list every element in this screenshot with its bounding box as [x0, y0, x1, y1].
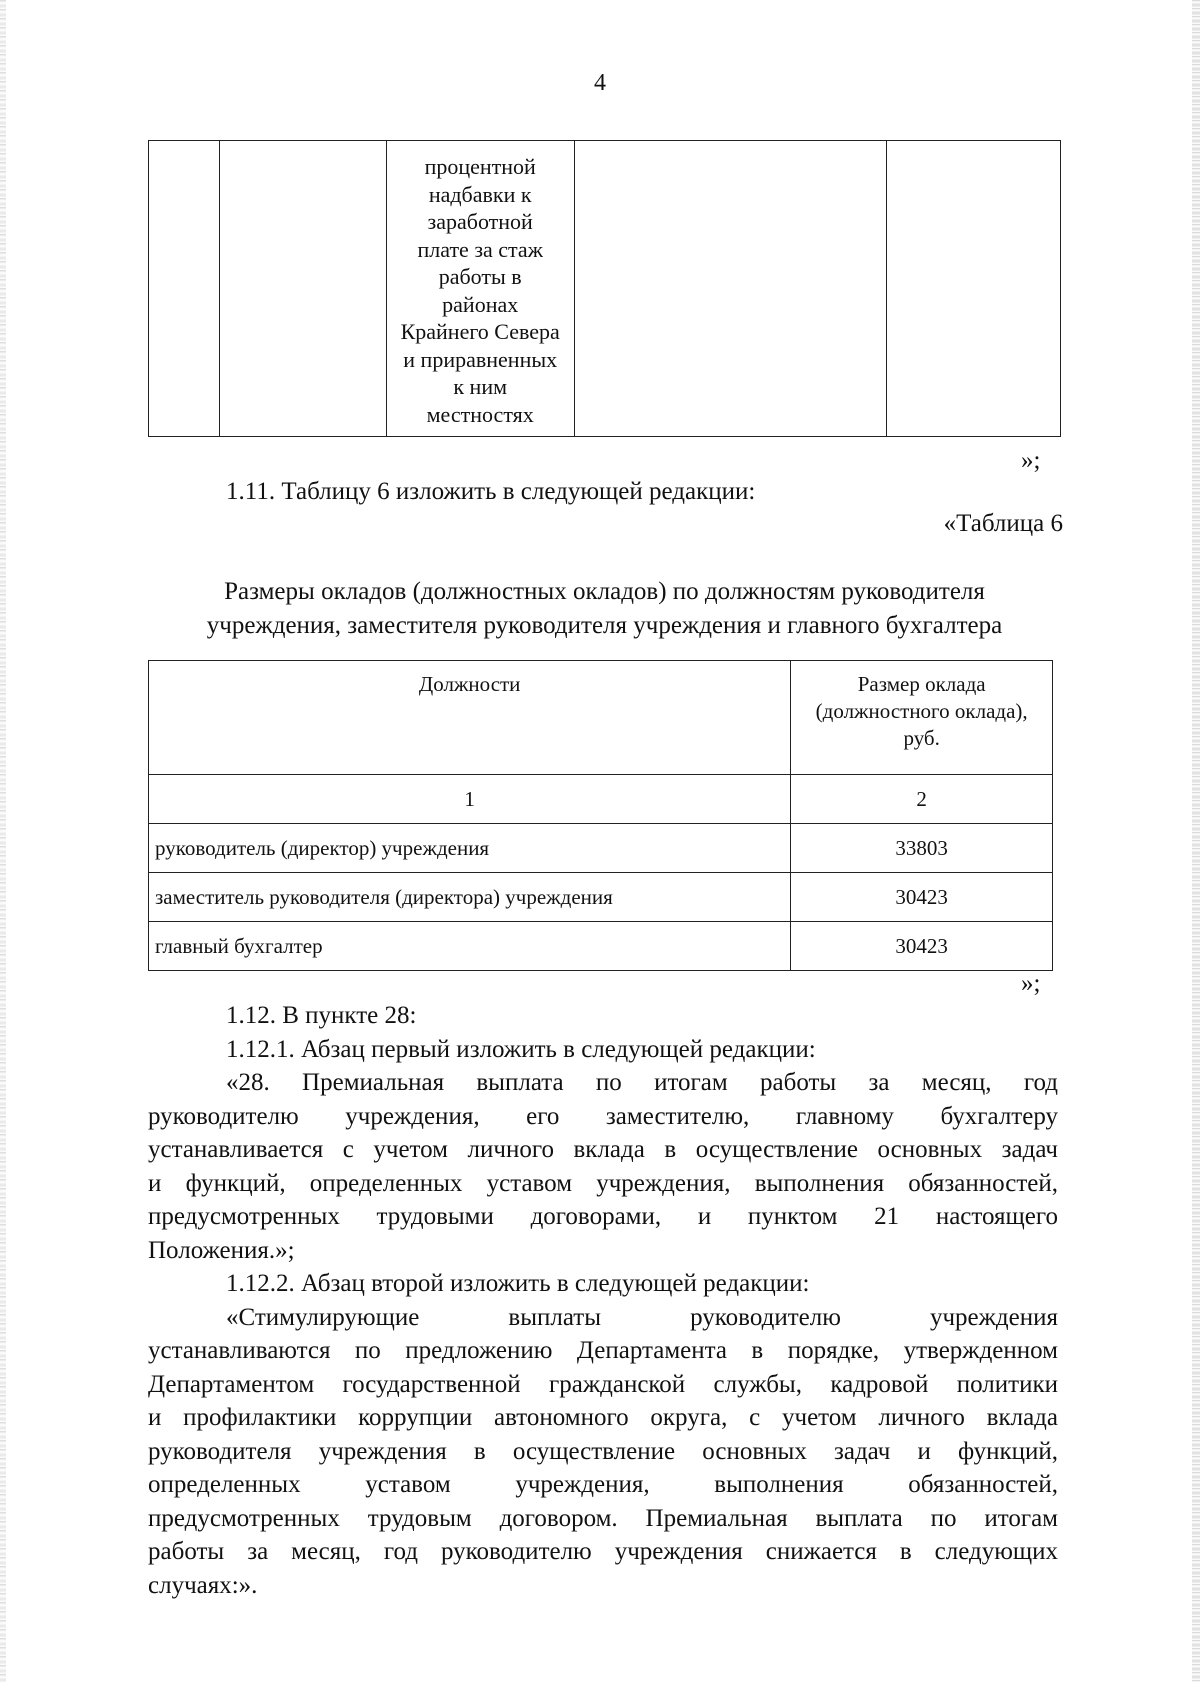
paragraph-line: Положения.»;	[148, 1236, 295, 1264]
table-6-label: «Таблица 6	[943, 510, 1063, 537]
cell-line: заработной	[427, 209, 533, 234]
paragraph-line: устанавливается с учетом личного вклада в осуществление основных задач	[148, 1136, 1058, 1163]
header-salary-line-3: руб.	[903, 726, 940, 750]
continued-table-cell-4	[574, 141, 887, 437]
table-row	[149, 873, 1053, 922]
table-6-header-row	[149, 661, 1053, 775]
table-6-column-numbers	[149, 775, 1053, 824]
paragraph-line: предусмотренных трудовыми договорами, и пунктом 21 настоящего	[148, 1203, 1058, 1230]
paragraph-line: руководителя учреждения в осуществление основных задач и функций,	[148, 1437, 1058, 1465]
scan-edge-right	[1192, 0, 1200, 1682]
salary-cell: 30423	[791, 873, 1053, 922]
closing-quote-1: »;	[1021, 447, 1041, 474]
table-6-title-line-2: учреждения, заместителя руководителя учреждения и главного бухгалтера	[206, 612, 1003, 639]
item-1-11-text: 1.11. Таблицу 6 изложить в следующей редакции:	[226, 478, 756, 505]
continued-table-cell-1	[149, 141, 220, 437]
paragraph-line: и профилактики коррупции автономного округа, с учетом личного вклада	[148, 1404, 1058, 1431]
cell-line: работы в	[438, 264, 522, 289]
salary-cell: 33803	[791, 824, 1053, 873]
paragraph-line: «Стимулирующие выплаты руководителю учреждения	[226, 1303, 1058, 1331]
header-positions: Должности	[149, 661, 791, 775]
cell-line: Крайнего Севера	[400, 319, 560, 344]
column-number-2: 2	[791, 775, 1053, 824]
item-1-12-heading: 1.12. В пункте 28:	[226, 1002, 417, 1029]
paragraph-line: предусмотренных трудовым договором. Премиальная выплата по итогам	[148, 1504, 1058, 1532]
cell-line: районах	[442, 291, 519, 317]
cell-line: процентной	[424, 154, 536, 179]
paragraph-line: Департаментом государственной гражданской службы, кадровой политики	[148, 1370, 1058, 1398]
table-6	[148, 660, 1053, 971]
paragraph-line: устанавливаются по предложению Департамента в порядке, утвержденном	[148, 1337, 1058, 1364]
item-1-12-block	[148, 999, 1058, 1602]
continued-table-cell-3	[386, 141, 574, 437]
paragraph-line: определенных уставом учреждения, выполнения обязанностей,	[148, 1471, 1058, 1498]
paragraph-line: работы за месяц, год руководителю учреждения снижается в следующих	[148, 1538, 1058, 1565]
paragraph-line: руководителю учреждения, его заместителю, главному бухгалтеру	[148, 1102, 1058, 1130]
cell-line: и приравненных	[403, 346, 558, 372]
table-6-title	[148, 575, 1061, 643]
closing-quote-2: »;	[1021, 970, 1041, 997]
header-salary-line-1: Размер оклада	[857, 672, 986, 696]
header-salary	[791, 661, 1053, 775]
table-6-title-line-1: Размеры окладов (должностных окладов) по должностям руководителя	[224, 578, 985, 605]
table-row	[149, 922, 1053, 971]
position-cell: главный бухгалтер	[149, 922, 791, 971]
cell-line: надбавки к	[428, 181, 532, 207]
header-salary-line-2: (должностного оклада),	[815, 699, 1028, 723]
column-number-1: 1	[149, 775, 791, 824]
cell-line: к ним	[453, 374, 508, 399]
cell-line: плате за стаж	[417, 236, 543, 262]
salary-cell: 30423	[791, 922, 1053, 971]
cell-line: местностях	[426, 401, 534, 427]
item-1-12-1-heading: 1.12.1. Абзац первый изложить в следующей редакции:	[226, 1035, 816, 1063]
paragraph-line: случаях:».	[148, 1571, 258, 1599]
page-number: 4	[594, 70, 606, 96]
position-cell: руководитель (директор) учреждения	[149, 824, 791, 873]
continued-table-cell-5	[887, 141, 1061, 437]
table-row	[149, 824, 1053, 873]
scan-edge-left	[0, 0, 6, 1682]
position-cell: заместитель руководителя (директора) учреждения	[149, 873, 791, 922]
item-1-12-2-heading: 1.12.2. Абзац второй изложить в следующей редакции:	[226, 1270, 810, 1297]
continued-table	[148, 140, 1061, 437]
paragraph-line: «28. Премиальная выплата по итогам работы за месяц, год	[226, 1069, 1058, 1096]
paragraph-line: и функций, определенных уставом учреждения, выполнения обязанностей,	[148, 1169, 1058, 1197]
continued-table-cell-2	[220, 141, 386, 437]
